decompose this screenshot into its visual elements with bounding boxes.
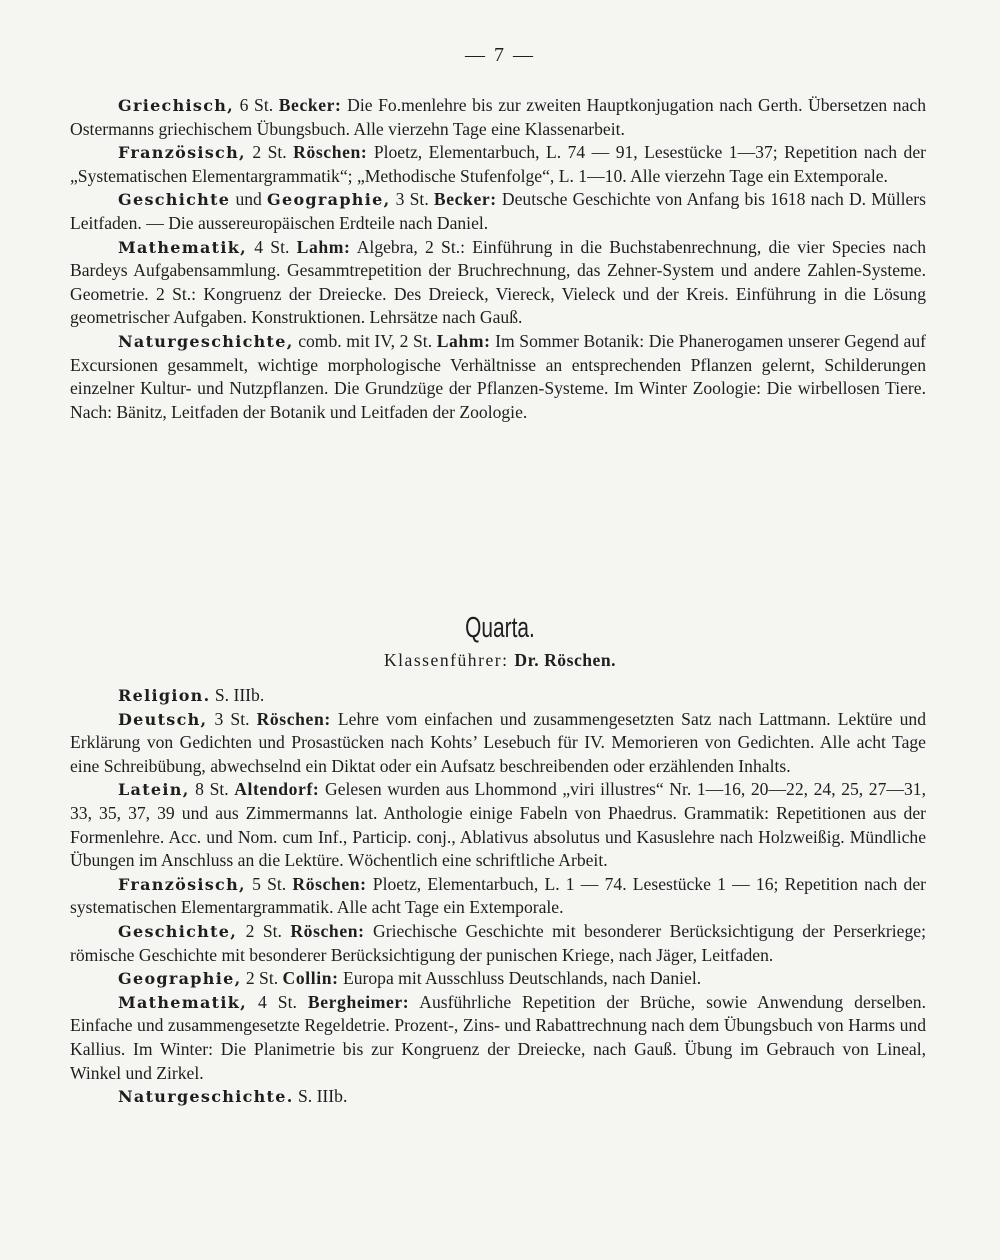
teacher-name: Becker:	[433, 189, 497, 210]
subject-name: Deutsch,	[118, 709, 208, 729]
class-heading: Quarta.	[465, 612, 535, 644]
entry-religion	[70, 684, 926, 708]
hours: 3 St.	[390, 189, 434, 210]
entry-text: Ausführliche Repetition der Brüche, sowie Anwendung derselben. Einfache und zusammengesetzte Regeldetrie. Prozent-, Zins- und Rabattrechnung nach dem Übungsbuch von Harms und Kallius. Im Winter: Die Planimetrie bis zur Kongruenz der Dreiecke, nach Gauß. Übung im Gebrauch von Lineal, Winkel und Zirkel.	[70, 991, 926, 1083]
hours: 2 St.	[241, 968, 283, 989]
entry-naturgeschichte	[70, 1085, 926, 1109]
hours: S. IIIb.	[293, 1086, 348, 1107]
hours: 8 St.	[189, 779, 235, 800]
hours: 4 St.	[247, 236, 297, 257]
entry-text: Lehre vom einfachen und zusammengesetzten Satz nach Lattmann. Lektüre und Erklärung von Gedichten und Prosastücken nach Kohts’ Lesebuch für IV. Memorieren von Gedichten. Alle acht Tage eine Schreibübung, abwechselnd ein Diktat oder ein Aufsatz beschreibenden oder erzählenden Inhalts.	[70, 708, 926, 776]
hours: 6 St.	[234, 95, 279, 115]
entry-text: Ploetz, Elementarbuch, L. 1 — 74. Lesestücke 1 — 16; Repetition nach der systematischen Elementargrammatik. Alle acht Tage ein Extemporale.	[70, 873, 926, 918]
subject-name: Mathematik,	[118, 237, 248, 257]
teacher-name: Röschen:	[290, 920, 365, 941]
teacher-name: Röschen:	[256, 708, 331, 729]
entry-geographie	[70, 967, 926, 991]
entry-franzoesisch	[70, 873, 926, 920]
entry-griechisch	[70, 94, 926, 141]
subject-name: Geographie,	[118, 969, 242, 989]
hours: comb. mit IV, 2 St.	[293, 330, 437, 351]
subject-name: Naturgeschichte.	[118, 1087, 294, 1107]
hours: 4 St.	[247, 991, 308, 1012]
entry-mathematik	[70, 991, 926, 1085]
entry-deutsch	[70, 708, 926, 779]
hours: 2 St.	[245, 142, 294, 163]
subject-name: Geschichte	[118, 190, 231, 210]
subject-name: Naturgeschichte,	[118, 331, 294, 351]
teacher-name: Becker:	[278, 95, 342, 115]
teacher-name: Lahm:	[296, 236, 351, 257]
subject-name: Religion.	[118, 686, 211, 705]
connector: und	[230, 189, 268, 210]
teacher-name: Collin:	[282, 968, 339, 989]
class-leader-line	[0, 650, 1000, 671]
teacher-name: Lahm:	[436, 330, 491, 351]
entry-text: Griechische Geschichte mit besonderer Berücksichtigung der Perserkriege; römische Geschichte mit besonderer Berücksichtigung der punischen Kriege, nach Jäger, Leitfaden.	[70, 920, 926, 965]
entry-mathematik	[70, 236, 926, 330]
entry-text: Die Fo.menlehre bis zur zweiten Hauptkonjugation nach Gerth. Übersetzen nach Ostermanns griechischem Übungsbuch. Alle vierzehn Tage eine Klassenarbeit.	[70, 95, 926, 139]
entry-text: Europa mit Ausschluss Deutschlands, nach Daniel.	[338, 968, 702, 989]
teacher-name: Bergheimer:	[307, 991, 410, 1012]
entry-geschichte	[70, 920, 926, 967]
entry-text: Im Sommer Botanik: Die Phanerogamen unserer Gegend auf Excursionen gesammelt, wichtige morphologische Verhältnisse an entsprechenden Pflanzen gelernt, Schilderungen einzelner Kultur- und Nutzpflanzen. Die Grundzüge der Pflanzen-Systeme. Im Winter Zoologie: Die wirbellosen Tiere. Nach: Bänitz, Leitfaden der Botanik und Leitfaden der Zoologie.	[70, 330, 927, 422]
section-untertertia-continued	[70, 94, 926, 424]
entry-geschichte-geographie	[70, 188, 926, 235]
hours: 3 St.	[207, 708, 257, 729]
hours: 2 St.	[237, 920, 291, 941]
entry-franzoesisch	[70, 141, 926, 188]
section-quarta	[70, 684, 926, 1109]
entry-text: Algebra, 2 St.: Einführung in die Buchstabenrechnung, die vier Species nach Bardeys Aufgabensammlung. Gesammtrepetition der Bruchrechnung, das Zehner-System und andere Zahlen-Systeme. Geometrie. 2 St.: Kongruenz der Dreiecke. Des Dreieck, Viereck, Vieleck und der Kreis. Einführung in die Lösung geometrischer Aufgaben. Konstruktionen. Lehrsätze nach Gauß.	[70, 236, 926, 328]
hours: S. IIIb.	[210, 685, 265, 705]
teacher-name: Altendorf:	[234, 779, 320, 800]
subject-name: Latein,	[118, 780, 190, 800]
subject-name-2: Geographie,	[267, 190, 391, 210]
entry-latein	[70, 778, 926, 872]
entry-naturgeschichte	[70, 330, 926, 424]
subject-name: Französisch,	[118, 143, 246, 163]
subject-name: Französisch,	[118, 874, 246, 894]
class-leader-name: Dr. Röschen.	[514, 650, 617, 670]
entry-text: Ploetz, Elementarbuch, L. 74 — 91, Lesestücke 1—37; Repetition nach der „Systematischen Elementargrammatik“; „Methodische Stufenfolge“, L. 1—10. Alle vierzehn Tage ein Extemporale.	[70, 142, 926, 186]
subject-name: Geschichte,	[118, 921, 238, 941]
subject-name: Mathematik,	[118, 992, 248, 1012]
entry-text: Deutsche Geschichte von Anfang bis 1618 nach D. Müllers Leitfaden. — Die aussereuropäischen Erdteile nach Daniel.	[70, 189, 926, 233]
hours: 5 St.	[245, 873, 293, 894]
class-leader-label: Klassenführer:	[383, 650, 515, 670]
subject-name: Griechisch,	[118, 96, 235, 115]
page-number: — 7 —	[465, 44, 535, 66]
teacher-name: Röschen:	[292, 873, 367, 894]
entry-text: Gelesen wurden aus Lhommond „viri illustres“ Nr. 1—16, 20—22, 24, 25, 27—31, 33, 35, 37, 39 und aus Zimmermanns lat. Anthologie einige Fabeln von Phaedrus. Grammatik: Repetitionen aus der Formenlehre. Acc. und Nom. cum Inf., Particip. conj., Ablativus absolutus und Kasuslehre nach Holzweißig. Mündliche Übungen im Anschluss an die Lektüre. Wöchentlich eine schriftliche Arbeit.	[70, 779, 926, 871]
teacher-name: Röschen:	[293, 142, 368, 163]
